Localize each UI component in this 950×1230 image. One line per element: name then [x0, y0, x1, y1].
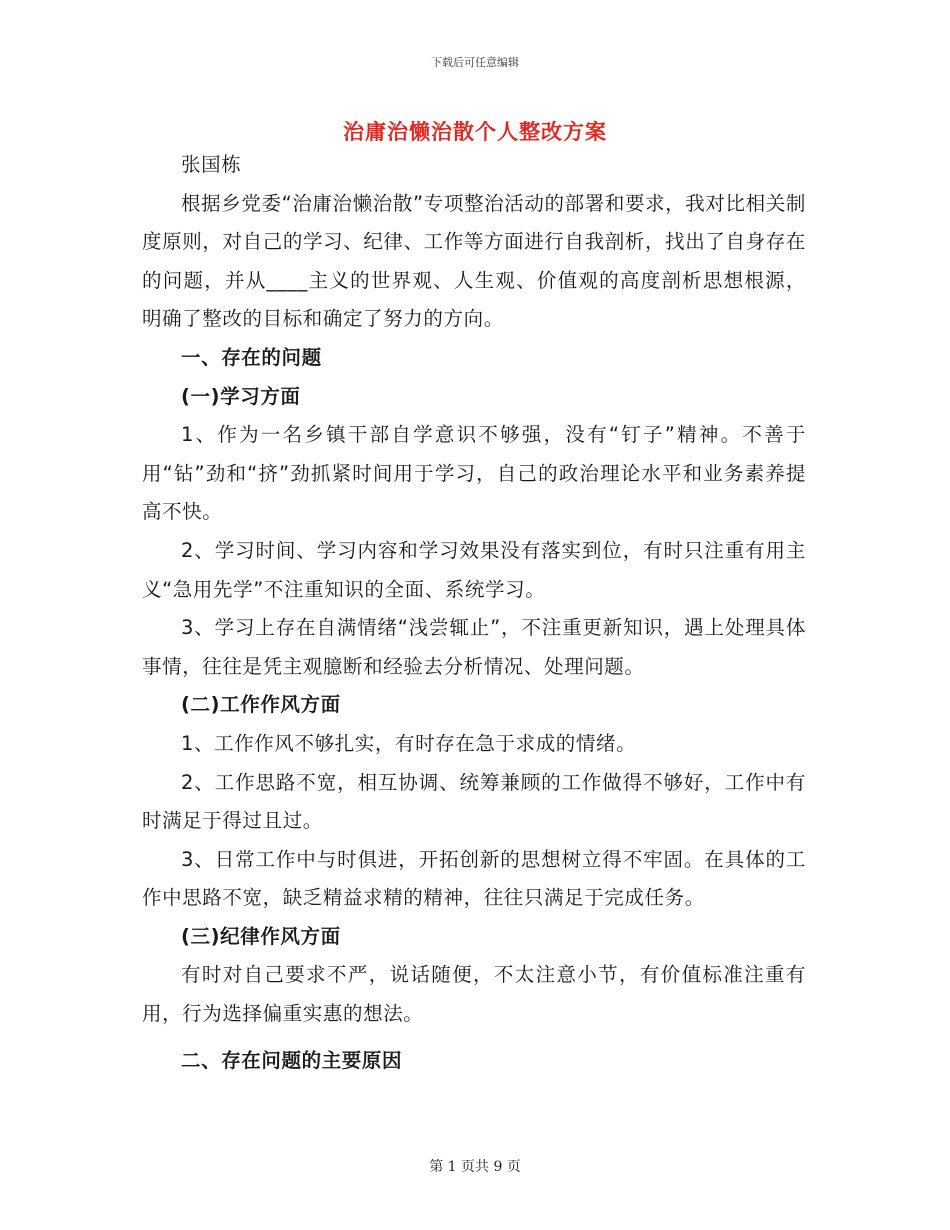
page-number: 第 1 页共 9 页 — [429, 1159, 521, 1175]
study-paragraph-3: 3、学习上存在自满情绪“浅尝辄止”，不注重更新知识，遇上处理具体事情，往往是凭主观臆断和经验去分析情况、处理问题。 — [142, 616, 806, 678]
discipline-paragraph-1: 有时对自己要求不严，说话随便，不太注意小节，有价值标准注重有用，行为选择偏重实惠的想法。 — [142, 963, 806, 1026]
intro-paragraph: 根据乡党委“治庸治懒治散”专项整治活动的部署和要求，我对比相关制度原则，对自己的学习、纪律、工作等方面进行自我剖析，找出了自身存在的问题，并从____主义的世界观、人生观、价值观的高度剖析思想根源，明确了整改的目标和确定了努力的方向。 — [142, 191, 806, 331]
subsection-heading-work-style: (二)工作作风方面 — [181, 693, 341, 717]
subsection-heading-discipline: (三)纪律作风方面 — [181, 924, 341, 948]
header-note: 下载后可任意编辑 — [431, 56, 519, 69]
subsection-heading-study: (一)学习方面 — [181, 384, 301, 408]
study-paragraph-2: 2、学习时间、学习内容和学习效果没有落实到位，有时只注重有用主义“急用先学”不注重知识的全面、系统学习。 — [142, 538, 806, 601]
section-heading-problems: 一、存在的问题 — [181, 345, 322, 369]
document-title: 治庸治懒治散个人整改方案 — [343, 119, 607, 144]
work-style-paragraph-2: 2、工作思路不宽，相互协调、统筹兼顾的工作做得不够好，工作中有时满足于得过且过。 — [142, 770, 806, 833]
work-style-paragraph-1: 1、工作作风不够扎实，有时存在急于求成的情绪。 — [181, 731, 637, 755]
document-body — [142, 146, 806, 1080]
study-paragraph-1: 1、作为一名乡镇干部自学意识不够强，没有“钉子”精神。不善于用“钻”劲和“挤”劲抓紧时间用于学习，自己的政治理论水平和业务素养提高不快。 — [142, 423, 806, 524]
work-style-paragraph-3: 3、日常工作中与时俱进，开拓创新的思想树立得不牢固。在具体的工作中思路不宽，缺乏精益求精的精神，往往只满足于完成任务。 — [142, 847, 806, 910]
author-line: 张国栋 — [181, 153, 242, 176]
section-heading-causes: 二、存在问题的主要原因 — [181, 1048, 403, 1072]
